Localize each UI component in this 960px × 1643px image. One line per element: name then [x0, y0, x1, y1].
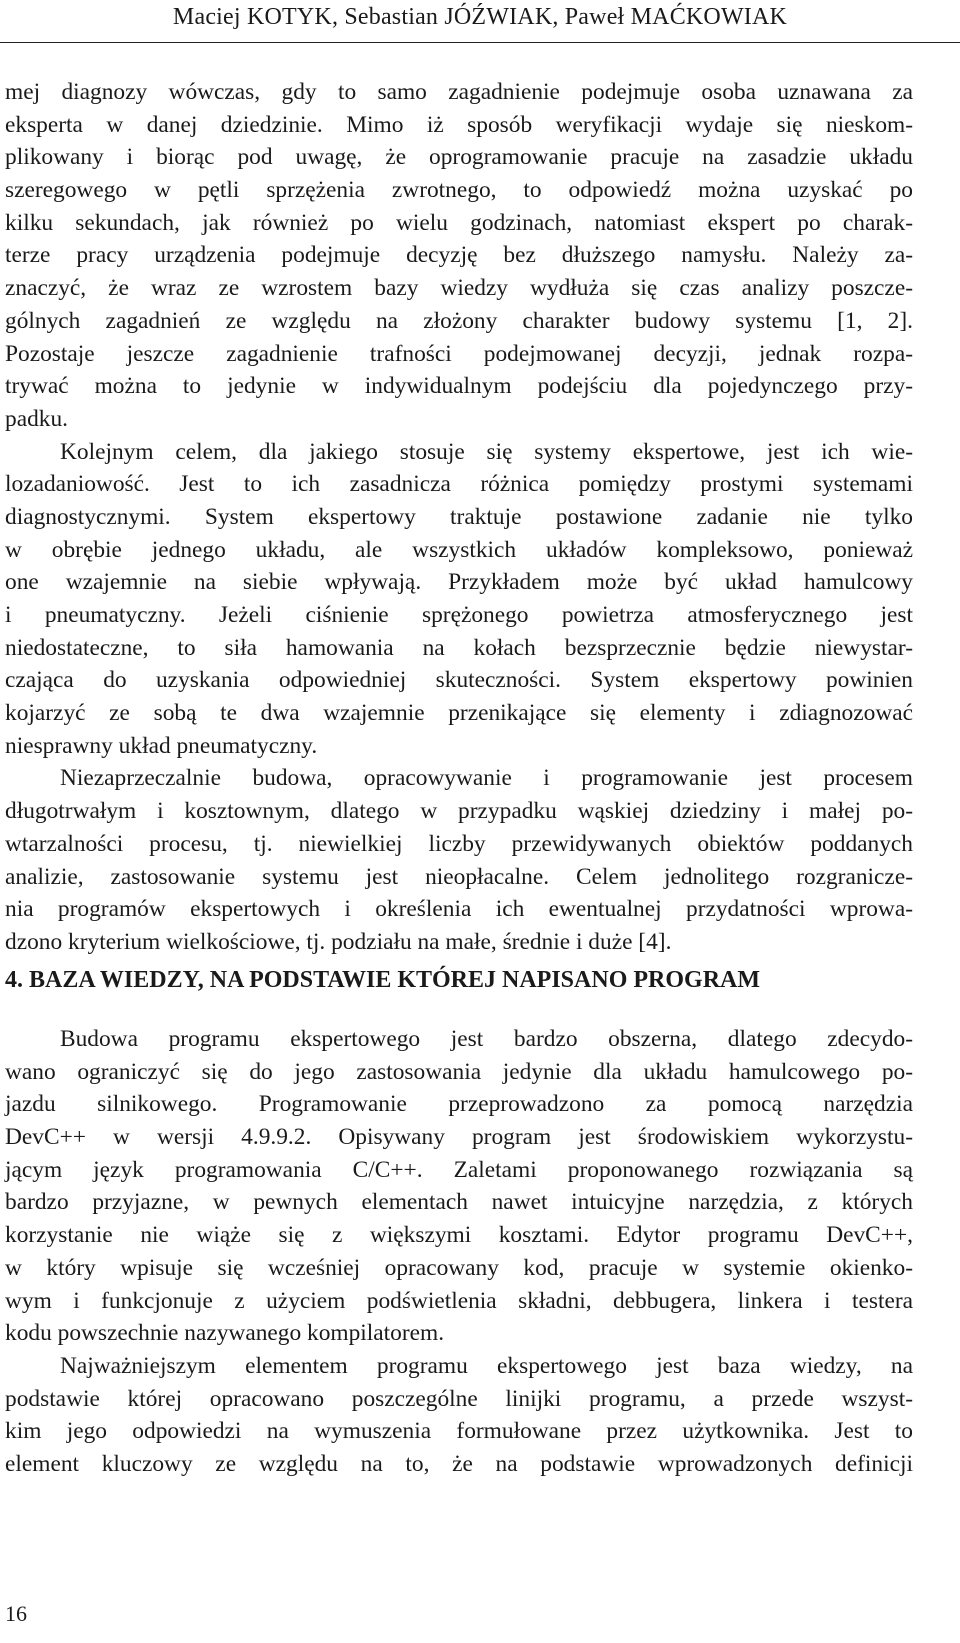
body-text-block-2 — [5, 1023, 913, 1481]
header-divider — [0, 42, 960, 43]
text-line: dzono kryterium wielkościowe, tj. podziału na małe, średnie i duże [4]. — [5, 928, 672, 955]
text-line: Pozostaje jeszcze zagadnienie trafności podejmowanej decyzji, jednak rozpa- — [5, 340, 913, 367]
text-line: wano ograniczyć się do jego zastosowania jedynie dla układu hamulcowego po- — [5, 1058, 913, 1085]
text-line: jazdu silnikowego. Programowanie przeprowadzono za pomocą narzędzia — [5, 1091, 913, 1118]
text-line: terze pracy urządzenia podejmuje decyzję bez dłuższego namysłu. Należy za- — [5, 242, 913, 269]
text-line: Kolejnym celem, dla jakiego stosuje się systemy ekspertowe, jest ich wie- — [60, 438, 913, 465]
text-line: kodu powszechnie nazywanego kompilatorem. — [5, 1320, 445, 1347]
text-line: kim jego odpowiedzi na wymuszenia formułowane przez użytkownika. Jest to — [5, 1418, 913, 1445]
text-line: bardzo przyjazne, w pewnych elementach nawet intuicyjne narzędzia, z których — [5, 1189, 913, 1216]
text-line: znaczyć, że wraz ze wzrostem bazy wiedzy wydłuża się czas analizy poszcze- — [5, 275, 913, 302]
text-line: w który wpisuje się wcześniej opracowany kod, pracuje w systemie okienko- — [5, 1254, 913, 1281]
text-line: diagnostycznymi. System ekspertowy traktuje postawione zadanie nie tylko — [5, 503, 913, 530]
text-line: eksperta w danej dziedzinie. Mimo iż sposób weryfikacji wydaje się nieskom- — [5, 111, 913, 138]
text-line: lozadaniowość. Jest to ich zasadnicza różnica pomiędzy prostymi systemami — [5, 471, 913, 498]
text-line: plikowany i biorąc pod uwagę, że oprogramowanie pracuje na zasadzie układu — [5, 144, 913, 171]
text-line: nia programów ekspertowych i określenia ich ewentualnej przydatności wprowa- — [5, 896, 913, 923]
text-line: szeregowego w pętli sprzężenia zwrotnego, to odpowiedź można uzyskać po — [5, 177, 913, 204]
text-line: kilku sekundach, jak również po wielu godzinach, natomiast ekspert po charak- — [5, 209, 913, 236]
text-line: w obrębie jednego układu, ale wszystkich układów kompleksowo, ponieważ — [5, 536, 913, 563]
text-line: Niezaprzeczalnie budowa, opracowywanie i programowanie jest procesem — [60, 765, 913, 792]
text-line: wtarzalności procesu, tj. niewielkiej liczby przewidywanych obiektów poddanych — [5, 830, 913, 857]
text-line: analizie, zastosowanie systemu jest nieopłacalne. Celem jednolitego rozgranicze- — [5, 863, 913, 890]
text-line: Budowa programu ekspertowego jest bardzo obszerna, dlatego zdecydo- — [60, 1026, 913, 1052]
text-line: jącym język programowania C/C++. Zaletami proponowanego rozwiązania są — [5, 1156, 913, 1183]
text-line: kojarzyć ze sobą te dwa wzajemnie przenikające się elementy i zdiagnozować — [5, 700, 913, 727]
text-line: czająca do uzyskania odpowiedniej skuteczności. System ekspertowy powinien — [5, 667, 913, 694]
text-line: gólnych zagadnień ze względu na złożony charakter budowy systemu [1, 2]. — [5, 307, 913, 334]
text-line: i pneumatyczny. Jeżeli ciśnienie sprężonego powietrza atmosferycznego jest — [5, 602, 913, 628]
text-line: podstawie której opracowano poszczególne linijki programu, a przede wszyst- — [5, 1385, 913, 1412]
running-header-authors: Maciej KOTYK, Sebastian JÓŹWIAK, Paweł MAĆKOWIAK — [172, 4, 788, 30]
text-line: długotrwałym i kosztownym, dlatego w przypadku wąskiej dziedziny i małej po- — [5, 798, 913, 825]
body-text-block-1 — [5, 76, 913, 959]
text-line: niedostateczne, to siła hamowania na kołach bezsprzecznie będzie niewystar- — [5, 634, 913, 661]
text-line: one wzajemnie na siebie wpływają. Przykładem może być układ hamulcowy — [5, 569, 913, 596]
text-line: padku. — [5, 405, 69, 432]
section-heading: 4. BAZA WIEDZY, NA PODSTAWIE KTÓREJ NAPISANO PROGRAM — [5, 967, 761, 993]
text-line: Najważniejszym elementem programu ekspertowego jest baza wiedzy, na — [60, 1352, 913, 1379]
text-line: niesprawny układ pneumatyczny. — [5, 732, 318, 759]
text-line: element kluczowy ze względu na to, że na podstawie wprowadzonych definicji — [5, 1450, 913, 1477]
text-line: DevC++ w wersji 4.9.9.2. Opisywany program jest środowiskiem wykorzystu- — [5, 1124, 913, 1151]
page-number: 16 — [5, 1601, 27, 1626]
text-line: mej diagnozy wówczas, gdy to samo zagadnienie podejmuje osoba uznawana za — [5, 79, 913, 105]
text-line: wym i funkcjonuje z użyciem podświetlenia składni, debbugera, linkera i testera — [5, 1287, 913, 1314]
text-line: korzystanie nie wiąże się z większymi kosztami. Edytor programu DevC++, — [5, 1222, 913, 1249]
text-line: trywać można to jedynie w indywidualnym podejściu dla pojedynczego przy- — [5, 373, 913, 400]
